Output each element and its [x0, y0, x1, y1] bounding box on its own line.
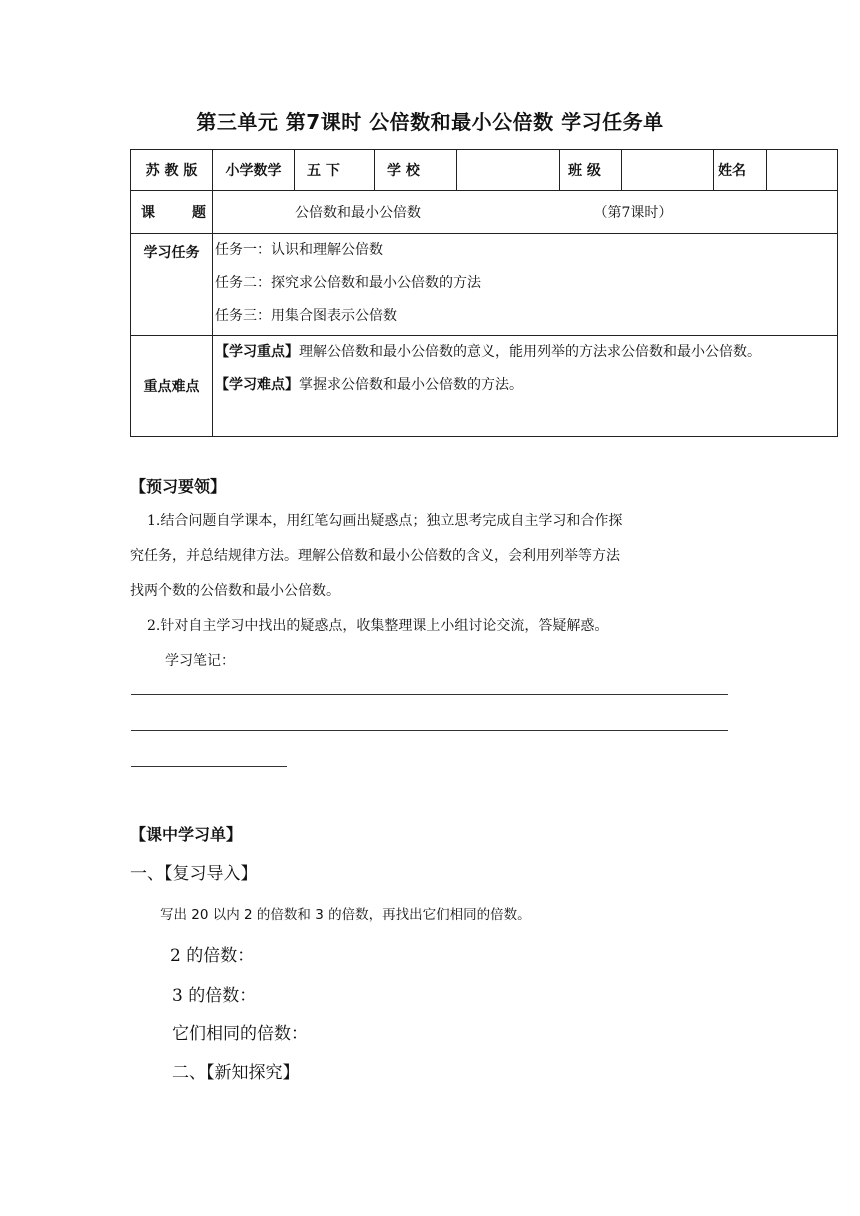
topic-label-char-2: 题 [192, 205, 206, 221]
class-label: 班 级 [560, 150, 622, 191]
key-cell [213, 336, 838, 437]
key-points-text: 理解公倍数和最小公倍数的意义，能用列举的方法求公倍数和最小公倍数。 [299, 344, 761, 360]
info-table [130, 149, 838, 437]
topic-value: 公倍数和最小公倍数 [295, 205, 421, 221]
notes-label: 学习笔记： [165, 653, 235, 669]
task-3: 任务三：用集合图表示公倍数 [215, 308, 397, 324]
review-instruction: 写出 20 以内 2 的倍数和 3 的倍数，再找出它们相同的倍数。 [160, 907, 531, 923]
topic-label-char-1: 课 [141, 205, 155, 221]
difficulty-tag: 【学习难点】 [215, 377, 299, 393]
notes-line-2[interactable] [131, 730, 728, 731]
preview-item1-line1: 1.结合问题自学课本，用红笔勾画出疑惑点；独立思考完成自主学习和合作探 [147, 513, 623, 529]
key-points-tag: 【学习重点】 [215, 344, 299, 360]
part1-heading: 一、【复习导入】 [130, 864, 258, 884]
multiples-of-3-label: 3 的倍数： [172, 986, 257, 1006]
task-1: 任务一：认识和理解公倍数 [215, 242, 383, 258]
name-label: 姓名 [714, 150, 767, 191]
difficulty [215, 369, 835, 402]
preview-heading: 【预习要领】 [130, 477, 227, 496]
notes-line-1[interactable] [131, 694, 728, 695]
preview-item1-line3: 找两个数的公倍数和最小公倍数。 [130, 583, 340, 599]
in-class-heading: 【课中学习单】 [130, 825, 243, 844]
topic-period: （第7课时） [593, 205, 673, 221]
name-field[interactable] [767, 150, 838, 191]
preview-item1-line2: 究任务，并总结规律方法。理解公倍数和最小公倍数的含义，会利用列举等方法 [130, 548, 620, 564]
key-label: 重点难点 [131, 336, 213, 437]
tasks-label: 学习任务 [131, 234, 213, 336]
publisher-label: 苏 教 版 [131, 150, 213, 191]
topic-label [131, 191, 213, 234]
subject-label: 小学数学 [213, 150, 295, 191]
notes-line-3[interactable] [131, 766, 287, 767]
difficulty-text: 掌握求公倍数和最小公倍数的方法。 [299, 377, 523, 393]
school-label: 学 校 [375, 150, 457, 191]
grade-label: 五 下 [295, 150, 375, 191]
school-field[interactable] [457, 150, 560, 191]
topic-cell [213, 191, 838, 234]
multiples-of-2-label: 2 的倍数： [170, 946, 255, 966]
key-points [215, 336, 835, 369]
tasks-cell [213, 234, 838, 336]
preview-item2: 2.针对自主学习中找出的疑惑点，收集整理课上小组讨论交流，答疑解惑。 [147, 618, 609, 634]
part2-heading: 二、【新知探究】 [172, 1063, 300, 1083]
class-field[interactable] [622, 150, 714, 191]
page-title: 第三单元 第7课时 公倍数和最小公倍数 学习任务单 [196, 110, 664, 134]
task-2: 任务二：探究求公倍数和最小公倍数的方法 [215, 275, 481, 291]
common-multiples-label: 它们相同的倍数： [172, 1024, 308, 1044]
